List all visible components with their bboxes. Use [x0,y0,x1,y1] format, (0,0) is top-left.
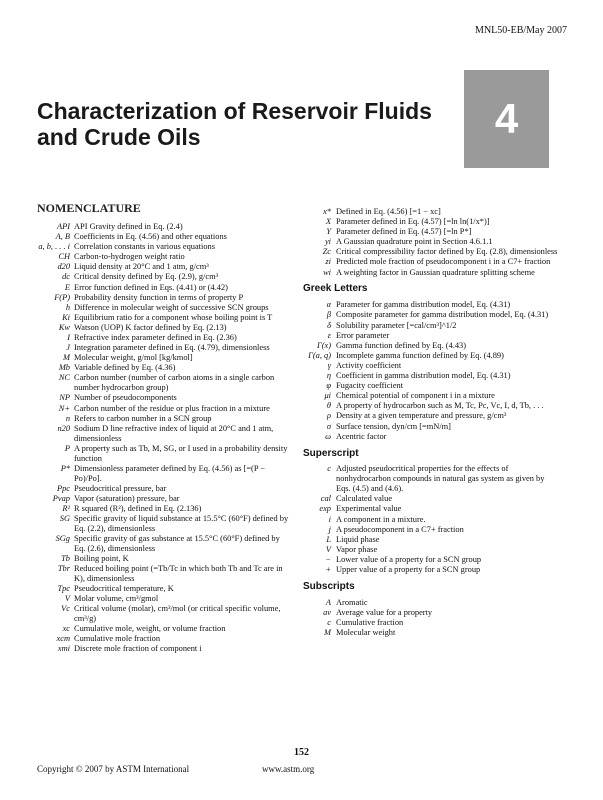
entry-definition: Parameter defined in Eq. (4.57) [=ln P*] [336,227,472,237]
entry-definition: Predicted mole fraction of pseudocomponent i in a C7+ fraction [336,257,551,267]
entry-symbol: d20 [57,262,70,272]
entry-symbol: δ [327,320,331,330]
entry-definition: Correlation constants in various equations [74,242,215,252]
entry-symbol: n [65,413,70,423]
entry-symbol: Ppc [56,483,70,493]
nomenclature-entry [28,313,293,323]
entry-definition: Incomplete gamma function defined by Eq. (4.89) [336,350,504,360]
nomenclature-entry [303,525,558,535]
entry-definition: Critical compressibility factor defined by Eq. (2.8), dimensionless [336,247,558,257]
entry-definition: Composite parameter for gamma distribution model, Eq. (4.31) [336,310,549,320]
nomenclature-entry [303,515,558,525]
nomenclature-entry [303,608,558,618]
nomenclature-entry [303,321,558,331]
entry-definition: Discrete mole fraction of component i [74,644,202,654]
entry-definition: Cumulative mole fraction [74,634,161,644]
entry-symbol: A [325,597,331,607]
entry-definition: Defined in Eq. (4.56) [=1 − xc] [336,207,441,216]
nomenclature-right-column [303,207,558,638]
entry-symbol: API [56,222,70,231]
entry-symbol: η [326,371,331,381]
entry-definition: Solubility parameter [=cal/cm³]^1/2 [336,320,457,330]
entry-definition: Lower value of a property for a SCN group [336,554,482,564]
entry-symbol: NC [58,373,70,383]
entry-definition: Integration parameter defined in Eq. (4.79), dimensionless [74,343,270,353]
entry-definition: Chemical potential of component i in a mixture [336,391,495,401]
entry-definition: Cumulative fraction [336,617,404,627]
entry-symbol: NP [59,393,70,403]
entry-symbol: SGg [55,533,70,543]
entry-symbol: Ki [62,312,70,322]
entry-symbol: F(P) [54,292,70,302]
nomenclature-entry [303,535,558,545]
entry-symbol: xcm [56,634,70,644]
entry-definition: Parameter for gamma distribution model, Eq. (4.31) [336,300,511,310]
document-id-header: MNL50-EB/May 2007 [475,25,567,36]
entry-symbol: φ [326,381,331,391]
nomenclature-entry [28,464,293,484]
entry-symbol: Tbr [57,564,70,574]
nomenclature-entry [303,411,558,421]
nomenclature-entry [28,634,293,644]
entry-definition: Watson (UOP) K factor defined by Eq. (2.13) [74,322,227,332]
entry-definition: Upper value of a property for a SCN group [336,564,481,574]
nomenclature-entry [303,464,558,494]
entry-symbol: θ [326,401,331,411]
entry-symbol: − [325,554,331,564]
entry-definition: A Gaussian quadrature point in Section 4.6.1.1 [336,237,493,247]
entry-definition: Number of pseudocomponents [74,393,177,403]
entry-symbol: Γ(x) [316,340,331,350]
entry-definition: Carbon number (number of carbon atoms in a single carbon number hydrocarbon group) [74,373,275,393]
website-link[interactable]: www.astm.org [262,764,315,774]
entry-symbol: i [328,514,331,524]
nomenclature-entry [28,534,293,554]
entry-definition: Variable defined by Eq. (4.36) [74,363,176,373]
nomenclature-entry [303,268,558,278]
nomenclature-entry [28,444,293,464]
nomenclature-entry [28,514,293,534]
entry-symbol: wi [323,267,331,277]
entry-symbol: Vc [61,604,70,614]
nomenclature-entry [303,371,558,381]
nomenclature-entry [303,351,558,361]
entry-definition: A pseudocomponent in a C7+ fraction [336,524,464,534]
nomenclature-entry [28,303,293,313]
entry-definition: Error function defined in Eqs. (4.41) or (4.42) [74,282,228,292]
copyright-notice: Copyright © 2007 by ASTM International [37,764,190,774]
entry-symbol: xc [62,624,70,634]
nomenclature-entry [28,393,293,403]
entry-definition: Boiling point, K [74,553,129,563]
nomenclature-entry [303,401,558,411]
entry-definition: Liquid phase [336,534,380,544]
entry-symbol: A, B [55,232,70,242]
entry-definition: Difference in molecular weight of successive SCN groups [74,302,269,312]
entry-definition: Surface tension, dyn/cm [=mN/m] [336,421,451,431]
nomenclature-entry [28,504,293,514]
entry-symbol: c [327,617,331,627]
nomenclature-entry [303,494,558,504]
entry-definition: Refractive index parameter defined in Eq. (2.36) [74,333,237,343]
nomenclature-entry [28,424,293,444]
nomenclature-heading: NOMENCLATURE [37,201,141,215]
entry-definition: Cumulative mole, weight, or volume fraction [74,624,226,634]
entry-definition: Adjusted pseudocritical properties for the effects of nonhydrocarbon compounds in natural gas system as given by Eqs. (4.5) and (4.6). [336,464,545,494]
entry-definition: Specific gravity of liquid substance at 15.5°C (60°F) defined by Eq. (2.2), dimensionless [74,513,289,533]
entry-symbol: ρ [326,411,331,421]
entry-symbol: L [326,534,331,544]
chapter-title: Characterization of Reservoir Fluids and Crude Oils [37,98,432,150]
entry-definition: Acentric factor [336,431,387,441]
entry-definition: Molecular weight [336,628,396,638]
entry-symbol: ε [327,330,331,340]
nomenclature-entry [303,422,558,432]
entry-definition: Average value for a property [336,607,433,617]
nomenclature-entry [303,361,558,371]
entry-definition: Molecular weight, g/mol [kg/kmol] [74,353,193,363]
page-number: 152 [294,747,309,758]
entry-symbol: x* [323,207,331,216]
entry-definition: Error parameter [336,330,390,340]
entry-symbol: + [325,564,331,574]
entry-definition: Activity coefficient [336,360,402,370]
nomenclature-entry [303,331,558,341]
entry-symbol: av [323,607,331,617]
entry-symbol: α [326,300,331,310]
chapter-number-box: 4 [464,70,549,168]
entry-symbol: cal [320,494,331,504]
entry-definition: Carbon-to-hydrogen weight ratio [74,252,185,262]
entry-symbol: Kw [58,322,70,332]
nomenclature-entry [28,222,293,232]
nomenclature-entry [303,555,558,565]
entry-symbol: V [64,594,70,604]
entry-definition: Aromatic [336,597,368,607]
nomenclature-entry [28,283,293,293]
nomenclature-entry [28,564,293,584]
entry-symbol: ω [325,431,331,441]
nomenclature-entry [303,237,558,247]
entry-symbol: j [328,524,331,534]
nomenclature-entry [28,272,293,282]
nomenclature-entry [303,227,558,237]
nomenclature-entry [28,484,293,494]
nomenclature-entry [303,257,558,267]
entry-symbol: Mb [58,363,70,373]
entry-symbol: Tpc [57,584,70,594]
entry-definition: Gamma function defined by Eq. (4.43) [336,340,467,350]
nomenclature-entry [303,341,558,351]
entry-symbol: Tb [61,553,70,563]
entry-definition: Molar volume, cm³/gmol [74,594,159,604]
subscripts-heading: Subscripts [303,580,355,592]
entry-definition: API Gravity defined in Eq. (2.4) [74,222,183,231]
nomenclature-entry [28,584,293,594]
entry-definition: Dimensionless parameter defined by Eq. (4.56) as [=(P − Po)/Po]. [74,463,266,483]
nomenclature-entry [303,300,558,310]
entry-symbol: R² [62,503,70,513]
entry-symbol: exp [319,504,331,514]
entry-definition: Calculated value [336,494,393,504]
nomenclature-entry [28,373,293,393]
nomenclature-entry [303,247,558,257]
entry-symbol: Zc [322,247,331,257]
entry-symbol: J [66,343,70,353]
entry-symbol: CH [58,252,70,262]
entry-definition: Pseudocritical temperature, K [74,584,174,594]
entry-symbol: I [67,333,70,343]
nomenclature-entry [303,545,558,555]
entry-definition: Critical density defined by Eq. (2.9), g/cm³ [74,272,219,282]
entry-definition: Coefficients in Eq. (4.56) and other equations [74,232,227,242]
nomenclature-entry [303,217,558,227]
entry-symbol: X [325,217,331,227]
nomenclature-entry [303,504,558,514]
entry-symbol: a, b, . . . i [38,242,70,252]
entry-symbol: μi [324,391,331,401]
nomenclature-entry [28,624,293,634]
entry-symbol: M [63,353,70,363]
nomenclature-entry [28,293,293,303]
entry-definition: Pseudocritical pressure, bar [74,483,167,493]
entry-symbol: γ [327,360,331,370]
entry-definition: Coefficient in gamma distribution model, Eq. (4.31) [336,371,511,381]
entry-symbol: M [324,628,331,638]
entry-symbol: SG [59,513,70,523]
entry-symbol: Pvap [52,493,70,503]
entry-definition: Liquid density at 20°C and 1 atm, g/cm³ [74,262,209,272]
nomenclature-entry [28,333,293,343]
greek-letters-heading: Greek Letters [303,283,368,295]
nomenclature-entry [28,232,293,242]
entry-definition: A property such as Tb, M, SG, or I used in a probability density function [74,443,288,463]
superscript-heading: Superscript [303,447,359,459]
entry-definition: Reduced boiling point (=Tb/Tc in which both Tb and Tc are in K), dimensionless [74,564,283,583]
entry-definition: Carbon number of the residue or plus fraction in a mixture [74,403,270,413]
entry-definition: Experimental value [336,504,402,514]
entry-definition: A weighting factor in Gaussian quadrature splitting scheme [336,267,535,277]
nomenclature-entry [28,594,293,604]
nomenclature-entry [303,391,558,401]
entry-definition: Refers to carbon number in a SCN group [74,413,212,423]
entry-symbol: σ [326,421,331,431]
nomenclature-entry [303,628,558,638]
entry-definition: A property of hydrocarbon such as M, Tc, Pc, Vc, I, d, Tb, . . . [336,401,544,411]
entry-symbol: N+ [58,403,70,413]
entry-symbol: zi [325,257,331,267]
entry-definition: Equilibrium ratio for a component whose boiling point is T [74,312,273,322]
entry-definition: A component in a mixture. [336,514,426,524]
nomenclature-entry [28,604,293,624]
nomenclature-entry [28,242,293,252]
entry-definition: Density at a given temperature and pressure, g/cm³ [336,411,507,421]
nomenclature-entry [303,310,558,320]
nomenclature-entry [303,207,558,217]
entry-symbol: c [327,464,331,474]
entry-symbol: Y [326,227,331,237]
entry-definition: Critical volume (molar), cm³/mol (or critical specific volume, cm³/g) [74,604,281,624]
nomenclature-entry [303,598,558,608]
entry-symbol: xmi [57,644,70,654]
nomenclature-entry [28,414,293,424]
entry-definition: Probability density function in terms of property P [74,292,244,302]
entry-definition: R squared (R²), defined in Eq. (2.136) [74,503,202,513]
entry-symbol: E [64,282,70,292]
nomenclature-entry [28,262,293,272]
nomenclature-entry [28,494,293,504]
entry-definition: Parameter defined in Eq. (4.57) [=ln ln(1/x*)] [336,217,490,227]
nomenclature-entry [28,252,293,262]
nomenclature-entry [303,565,558,575]
nomenclature-entry [28,644,293,654]
entry-definition: Vapor (saturation) pressure, bar [74,493,180,503]
entry-symbol: V [325,544,331,554]
entry-symbol: P [64,443,70,453]
entry-definition: Vapor phase [336,544,378,554]
entry-symbol: n20 [57,423,70,433]
entry-symbol: yi [324,237,331,247]
entry-symbol: P* [60,463,70,473]
nomenclature-left-column [28,222,293,655]
nomenclature-entry [303,432,558,442]
entry-symbol: Γ(a, q) [308,350,331,360]
nomenclature-entry [28,343,293,353]
entry-symbol: dc [62,272,70,282]
entry-symbol: h [65,302,70,312]
entry-symbol: β [326,310,331,320]
nomenclature-entry [28,323,293,333]
entry-definition: Sodium D line refractive index of liquid at 20°C and 1 atm, dimensionless [74,423,274,443]
nomenclature-entry [28,404,293,414]
nomenclature-entry [303,381,558,391]
nomenclature-entry [28,363,293,373]
nomenclature-entry [28,554,293,564]
nomenclature-entry [303,618,558,628]
nomenclature-entry [28,353,293,363]
entry-definition: Specific gravity of gas substance at 15.5°C (60°F) defined by Eq. (2.6), dimensionless [74,533,280,553]
entry-definition: Fugacity coefficient [336,381,404,391]
